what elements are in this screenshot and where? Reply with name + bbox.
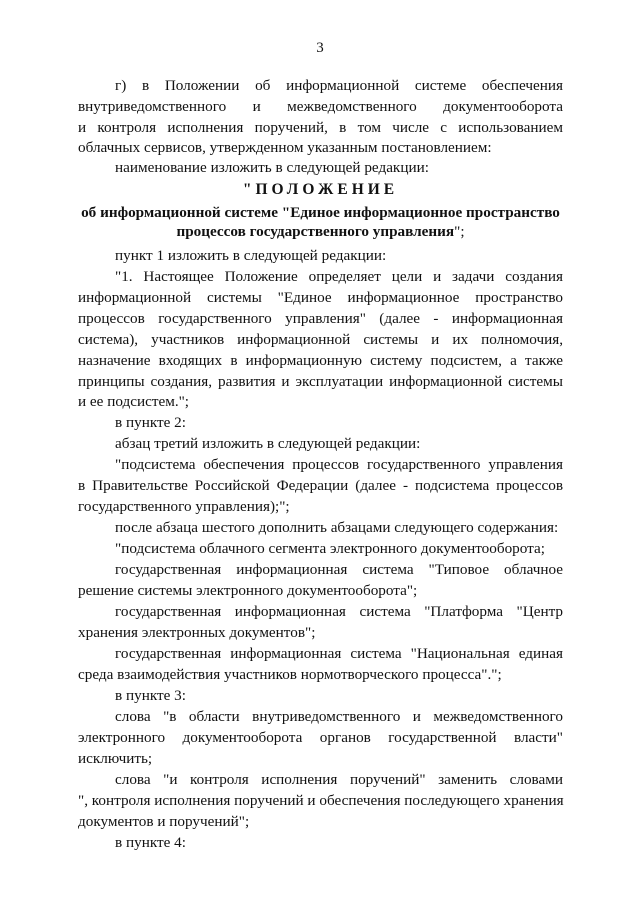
text-line: пункт 1 изложить в следующей редакции: [115, 247, 387, 264]
text-line: "подсистема облачного сегмента электронного документооборота; [115, 540, 545, 557]
text-line: в пункте 2: [115, 414, 186, 431]
text-line: назначение входящих в информационную систему подсистем, а также [78, 352, 563, 369]
text-line: государственная информационная система "Платформа "Центр [115, 603, 563, 620]
text-line: в пункте 3: [115, 687, 186, 704]
text-line: хранения электронных документов"; [78, 624, 316, 641]
text-line: процессов государственного управления" (далее - информационная [78, 310, 563, 327]
text-line: абзац третий изложить в следующей редакции: [115, 435, 421, 452]
text-line: исключить; [78, 750, 153, 767]
text-line: внутриведомственного и межведомственного документооборота [78, 98, 563, 115]
text-line: ", контроля исполнения поручений и обеспечения последующего хранения [78, 792, 564, 809]
text-line: принципы создания, развития и эксплуатации информационной системы [78, 373, 563, 390]
text-line: государственная информационная система "Национальная единая [115, 645, 563, 662]
regulation-subtitle-line2: процессов государственного управления"; [176, 223, 465, 240]
text-line: государственного управления);"; [78, 498, 290, 515]
regulation-title: "ПОЛОЖЕНИЕ [242, 181, 399, 198]
regulation-subtitle: об информационной системе "Единое информационное пространство [81, 204, 560, 221]
text-line: решение системы электронного документооборота"; [78, 582, 418, 599]
page-number: 3 [316, 40, 324, 56]
text-line: слова "и контроля исполнения поручений" заменить словами [115, 771, 563, 788]
text-line: государственная информационная система "Типовое облачное [115, 561, 563, 578]
text-line: "подсистема обеспечения процессов государственного управления [115, 456, 563, 473]
text-line: документов и поручений"; [78, 813, 250, 830]
text-line: электронного документооборота органов государственной власти" [78, 729, 563, 746]
text-line: слова "в области внутриведомственного и межведомственного [115, 708, 563, 725]
text-line: г) в Положении об информационной системе обеспечения [115, 77, 563, 94]
text-line: в Правительстве Российской Федерации (далее - подсистема процессов [78, 477, 563, 494]
text-line: после абзаца шестого дополнить абзацами следующего содержания: [115, 519, 559, 536]
text-line: в пункте 4: [115, 834, 186, 851]
text-line: и ее подсистем."; [78, 393, 190, 410]
text-line: система), участников информационной системы и их полномочия, [78, 331, 563, 348]
text-line: "1. Настоящее Положение определяет цели и задачи создания [115, 268, 563, 285]
text-line: облачных сервисов, утвержденном указанным постановлением: [78, 139, 492, 156]
text-line: и контроля исполнения поручений, в том числе с использованием [78, 119, 563, 136]
text-line: среда взаимодействия участников нормотворческого процесса"."; [78, 666, 502, 683]
text-line: наименование изложить в следующей редакции: [115, 159, 429, 176]
text-line: информационной системы "Единое информационное пространство [78, 289, 563, 306]
